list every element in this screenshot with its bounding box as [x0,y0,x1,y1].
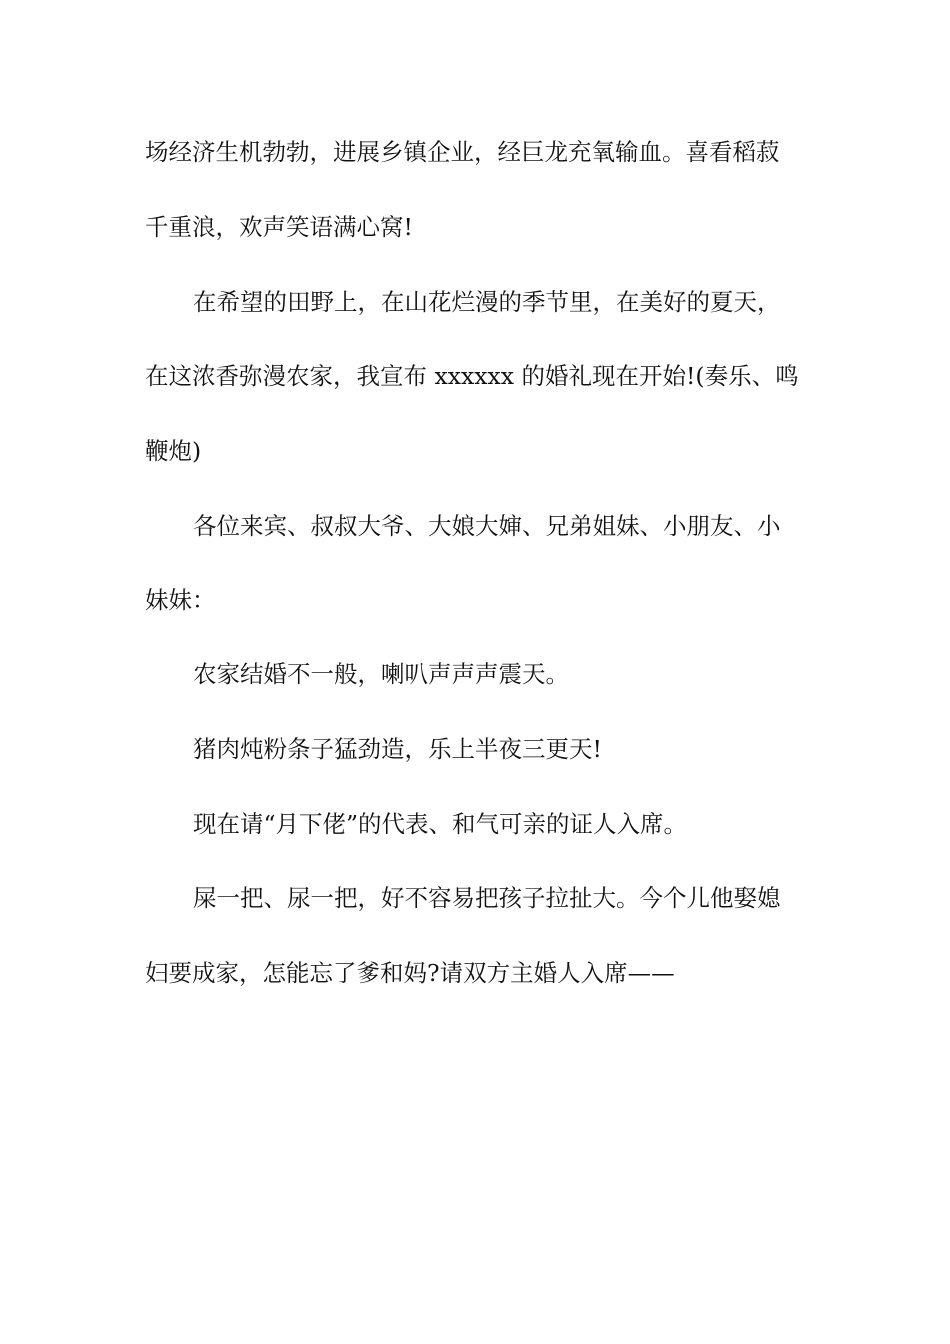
text-line-9: 猪肉炖粉条子猛劲造，乐上半夜三更天! [193,735,602,763]
text-line-3: 在希望的田野上，在山花烂漫的季节里，在美好的夏天， [193,288,781,316]
text-line-11: 屎一把、尿一把，好不容易把孩子拉扯大。今个儿他娶媳 [193,884,781,912]
text-line-12: 妇要成家，怎能忘了爹和妈?请双方主婚人入席—— [145,959,675,987]
text-line-8: 农家结婚不一般，喇叭声声声震天。 [193,660,569,688]
text-line-7: 妹妹： [145,586,216,614]
text-line-5: 鞭炮) [145,437,202,465]
text-line-6: 各位来宾、叔叔大爷、大娘大婶、兄弟姐妹、小朋友、小 [193,512,781,540]
text-line-2: 千重浪，欢声笑语满心窝! [145,213,413,241]
text-line-10: 现在请“月下佬”的代表、和气可亲的证人入席。 [193,810,688,838]
text-line-1: 场经济生机勃勃，进展乡镇企业，经巨龙充氧输血。喜看稻菽 [145,138,780,166]
text-line-4: 在这浓香弥漫农家，我宣布 xxxxxx 的婚礼现在开始!(奏乐、鸣 [145,362,799,390]
